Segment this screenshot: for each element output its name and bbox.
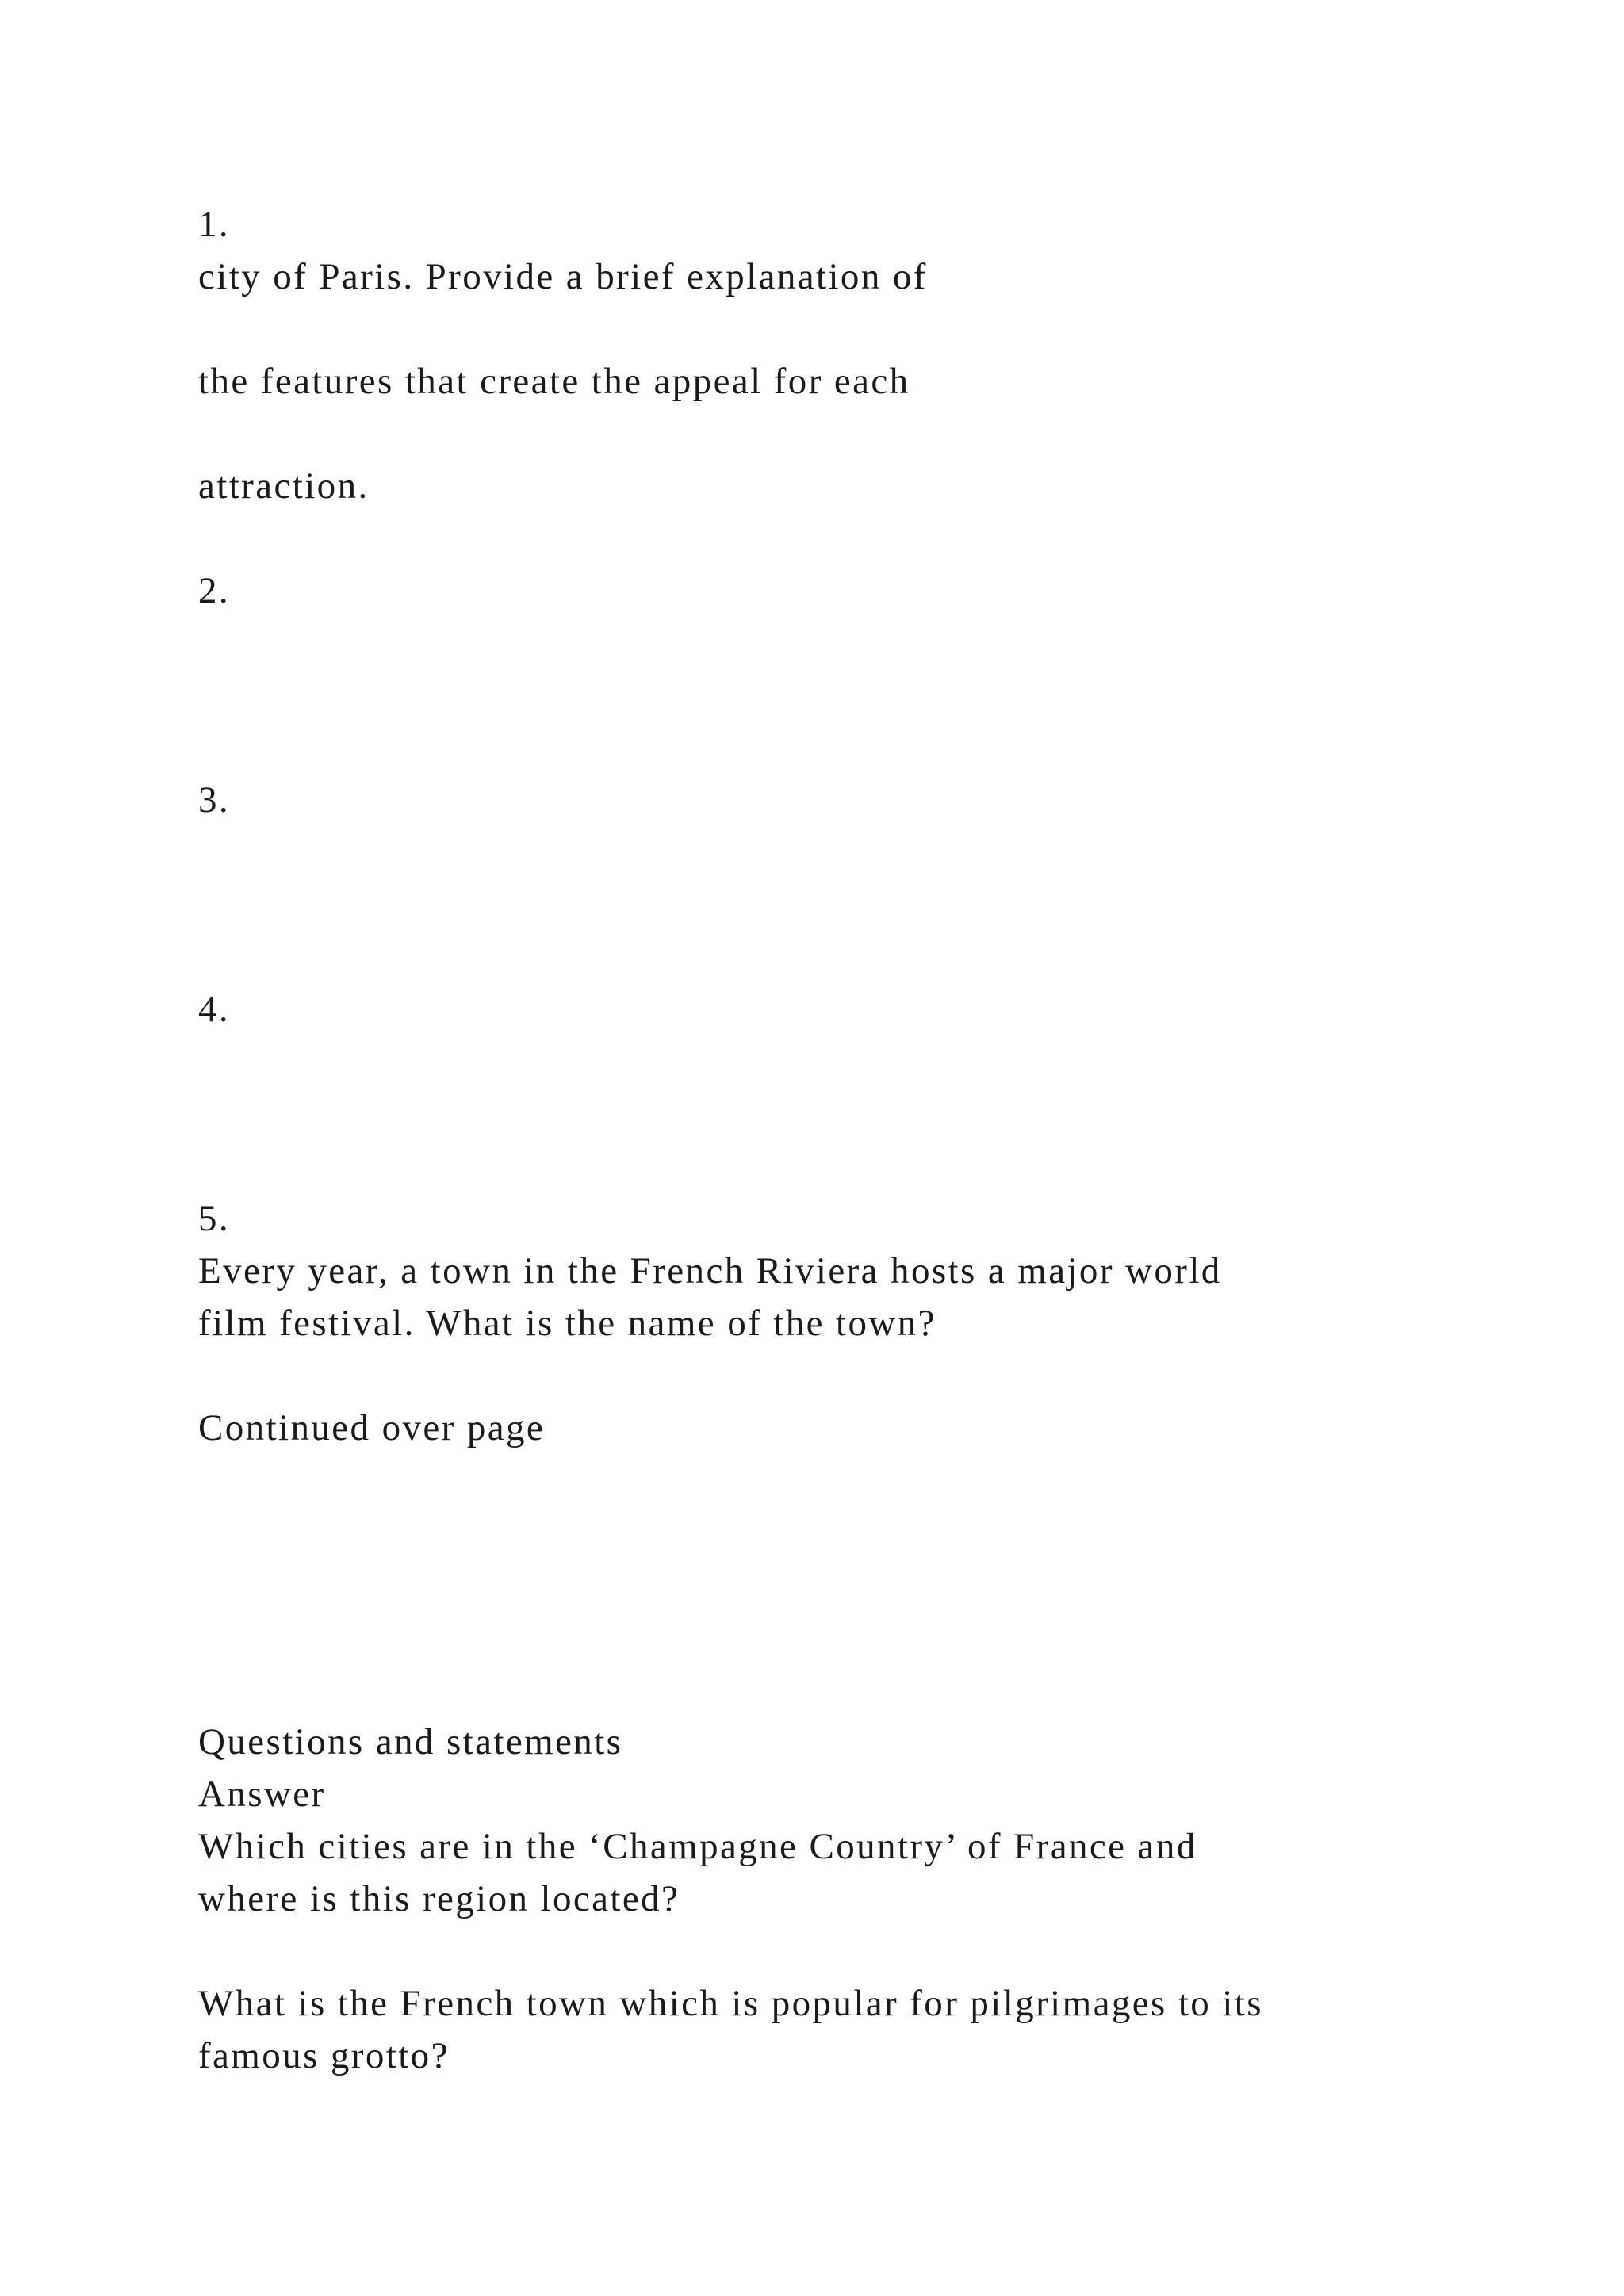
item-1-text-line-1: city of Paris. Provide a brief explanation of [198,256,928,297]
continued-note: Continued over page [198,1407,546,1448]
item-number-1: 1. [198,204,231,245]
question-2-line-1: What is the French town which is popular for pilgrimages to its [198,1983,1263,2024]
question-1-line-2: where is this region located? [198,1878,680,1919]
item-1-text-line-2: the features that create the appeal for each [198,361,910,402]
question-2-line-2: famous grotto? [198,2035,450,2076]
item-5-text-line-2: film festival. What is the name of the town? [198,1303,936,1344]
question-1-line-1: Which cities are in the ‘Champagne Country’ of France and [198,1826,1197,1867]
item-number-4: 4. [198,989,231,1030]
table-header-questions: Questions and statements [198,1721,623,1762]
item-number-3: 3. [198,779,231,821]
item-number-2: 2. [198,570,231,611]
item-5-text-line-1: Every year, a town in the French Riviera hosts a major world [198,1250,1222,1292]
item-1-text-line-3: attraction. [198,465,370,507]
table-header-answer: Answer [198,1774,326,1815]
item-number-5: 5. [198,1198,231,1239]
